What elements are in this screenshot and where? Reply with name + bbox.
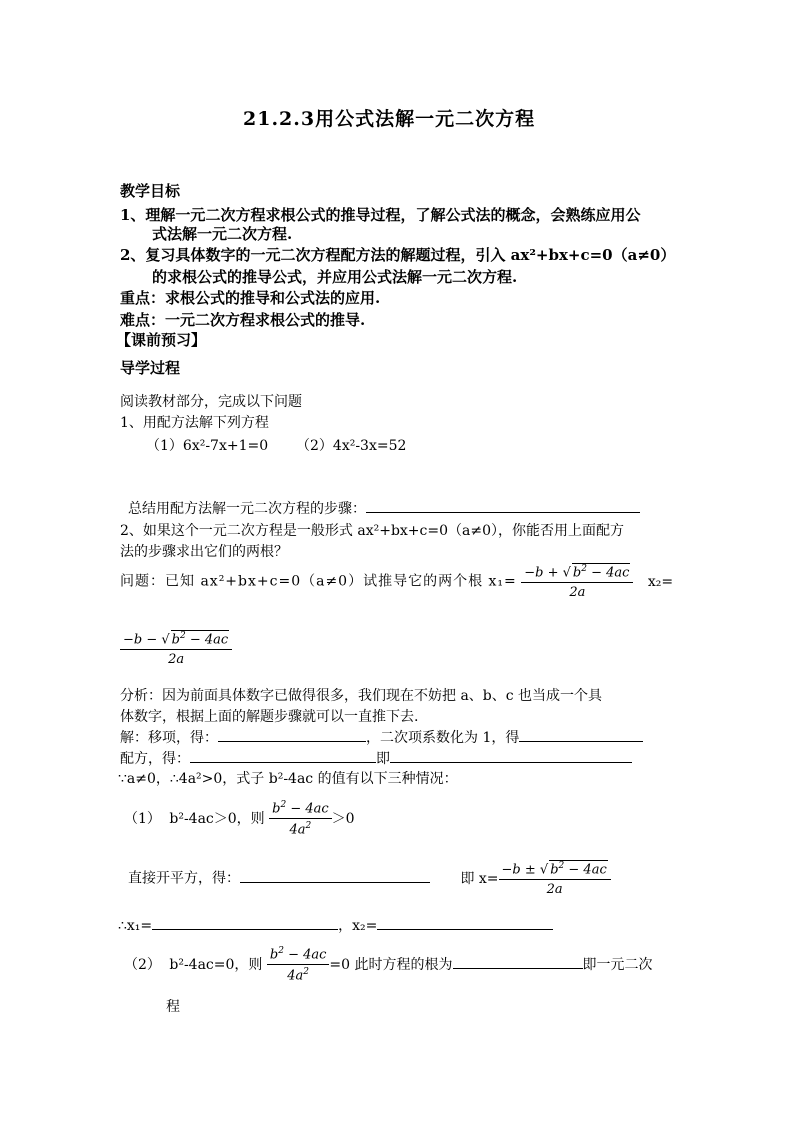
normalize-answer-blank[interactable]	[519, 726, 643, 742]
therefore-x1-label: ∴x₁=	[118, 918, 153, 934]
problem-text: 问题：已知 ax²+bx+c=0（a≠0）试推导它的两个根 x₁=	[120, 573, 517, 590]
x2-separator-label: ，x₂=	[338, 918, 378, 934]
case-1-roots	[118, 914, 553, 935]
case-2-suffix: =0 此时方程的根为	[329, 956, 453, 973]
direct-root-label: 直接开平方，得：	[128, 870, 240, 887]
objective-1-line-2: 式法解一元二次方程.	[152, 225, 293, 243]
ji-x-label: 即 x=	[460, 870, 499, 887]
complete-square-blank[interactable]	[190, 747, 376, 763]
direct-root-blank[interactable]	[240, 867, 430, 883]
transpose-answer-blank[interactable]	[218, 726, 366, 742]
because-statement: ∵a≠0，∴4a²>0，式子 b²-4ac 的值有以下三种情况：	[118, 771, 458, 787]
x1-answer-blank[interactable]	[152, 914, 338, 930]
guide-heading: 导学过程	[120, 359, 181, 377]
case-1-suffix: ＞0	[331, 810, 355, 827]
case-1-label: （1）	[124, 810, 161, 827]
objectives-heading: 教学目标	[120, 182, 181, 200]
solution-transpose	[120, 726, 643, 747]
objective-2-line-1: 2、复习具体数字的一元二次方程配方法的解题过程，引入 ax²+bx+c=0（a≠0）	[120, 246, 676, 264]
solution-transpose-label: 解：移项，得：	[120, 730, 218, 746]
root-formula-x2: $\frac{-b - √ b^2 - 4ac}{2a}$	[120, 630, 232, 667]
analysis-line-2: 体数字，根据上面的解题步骤就可以一直推下去.	[120, 709, 419, 725]
page-title: 21.2.3用公式法解一元二次方程	[243, 108, 536, 130]
objective-2-line-2: 的求根公式的推导公式，并应用公式法解一元二次方程.	[152, 268, 518, 286]
analysis-line-1: 分析：因为前面具体数字已做得很多，我们现在不妨把 a、b、c 也当成一个具	[120, 688, 603, 704]
case-2-tail: 即一元二次	[582, 956, 653, 973]
summary-answer-blank[interactable]	[366, 497, 640, 513]
summary-prompt	[128, 497, 640, 518]
case-1-text: b²-4ac＞0，则	[169, 810, 265, 827]
solution-normalize-label: ，二次项系数化为 1，得	[366, 730, 520, 746]
ji-label: 即	[376, 751, 390, 767]
case-2-fraction: $\frac{b^2 - 4ac}{4a^2}$	[267, 946, 330, 984]
x2-answer-blank[interactable]	[377, 914, 553, 930]
case-2-wrap: 程	[166, 999, 180, 1015]
difficulty-point: 难点：一元二次方程求根公式的推导.	[120, 311, 366, 329]
question-2-line-1: 2、如果这个一元二次方程是一般形式 ax²+bx+c=0（a≠0），你能否用上面配方	[120, 523, 624, 539]
x2-label: x₂=	[647, 573, 674, 590]
question-1-equation-2: （2）4x²-3x=52	[296, 438, 407, 454]
question-1-equation-1: （1）6x²-7x+1=0	[146, 438, 269, 454]
direct-root-step	[128, 860, 611, 897]
case-1-root-formula: $\frac{-b \pm √ b^2 - 4ac}{2a}$	[499, 860, 611, 897]
reading-instruction: 阅读教材部分，完成以下问题	[120, 394, 302, 410]
question-2-line-2: 法的步骤求出它们的两根？	[120, 544, 288, 560]
case-1-fraction: $\frac{b^2 - 4ac}{4a^2}$	[269, 800, 332, 838]
objective-1-line-1: 1、理解一元二次方程求根公式的推导过程，了解公式法的概念，会熟练应用公	[120, 206, 641, 224]
key-point: 重点：求根公式的推导和公式法的应用.	[120, 289, 381, 307]
case-2	[124, 946, 653, 984]
root-formula-x1: $\frac{-b + √ b^2 - 4ac}{2a}$	[521, 563, 633, 600]
solution-complete-square	[120, 747, 632, 768]
question-1: 1、用配方法解下列方程	[120, 415, 269, 431]
case-2-label: （2）	[124, 956, 161, 973]
preview-heading: 【课前预习】	[116, 331, 207, 349]
equivalent-form-blank[interactable]	[390, 747, 632, 763]
case-1	[124, 800, 355, 838]
case-2-text: b²-4ac=0，则	[169, 956, 263, 973]
problem-statement	[120, 563, 673, 600]
summary-text: 总结用配方法解一元二次方程的步骤：	[128, 501, 366, 517]
complete-square-label: 配方，得：	[120, 751, 190, 767]
case-2-root-blank[interactable]	[453, 953, 583, 969]
